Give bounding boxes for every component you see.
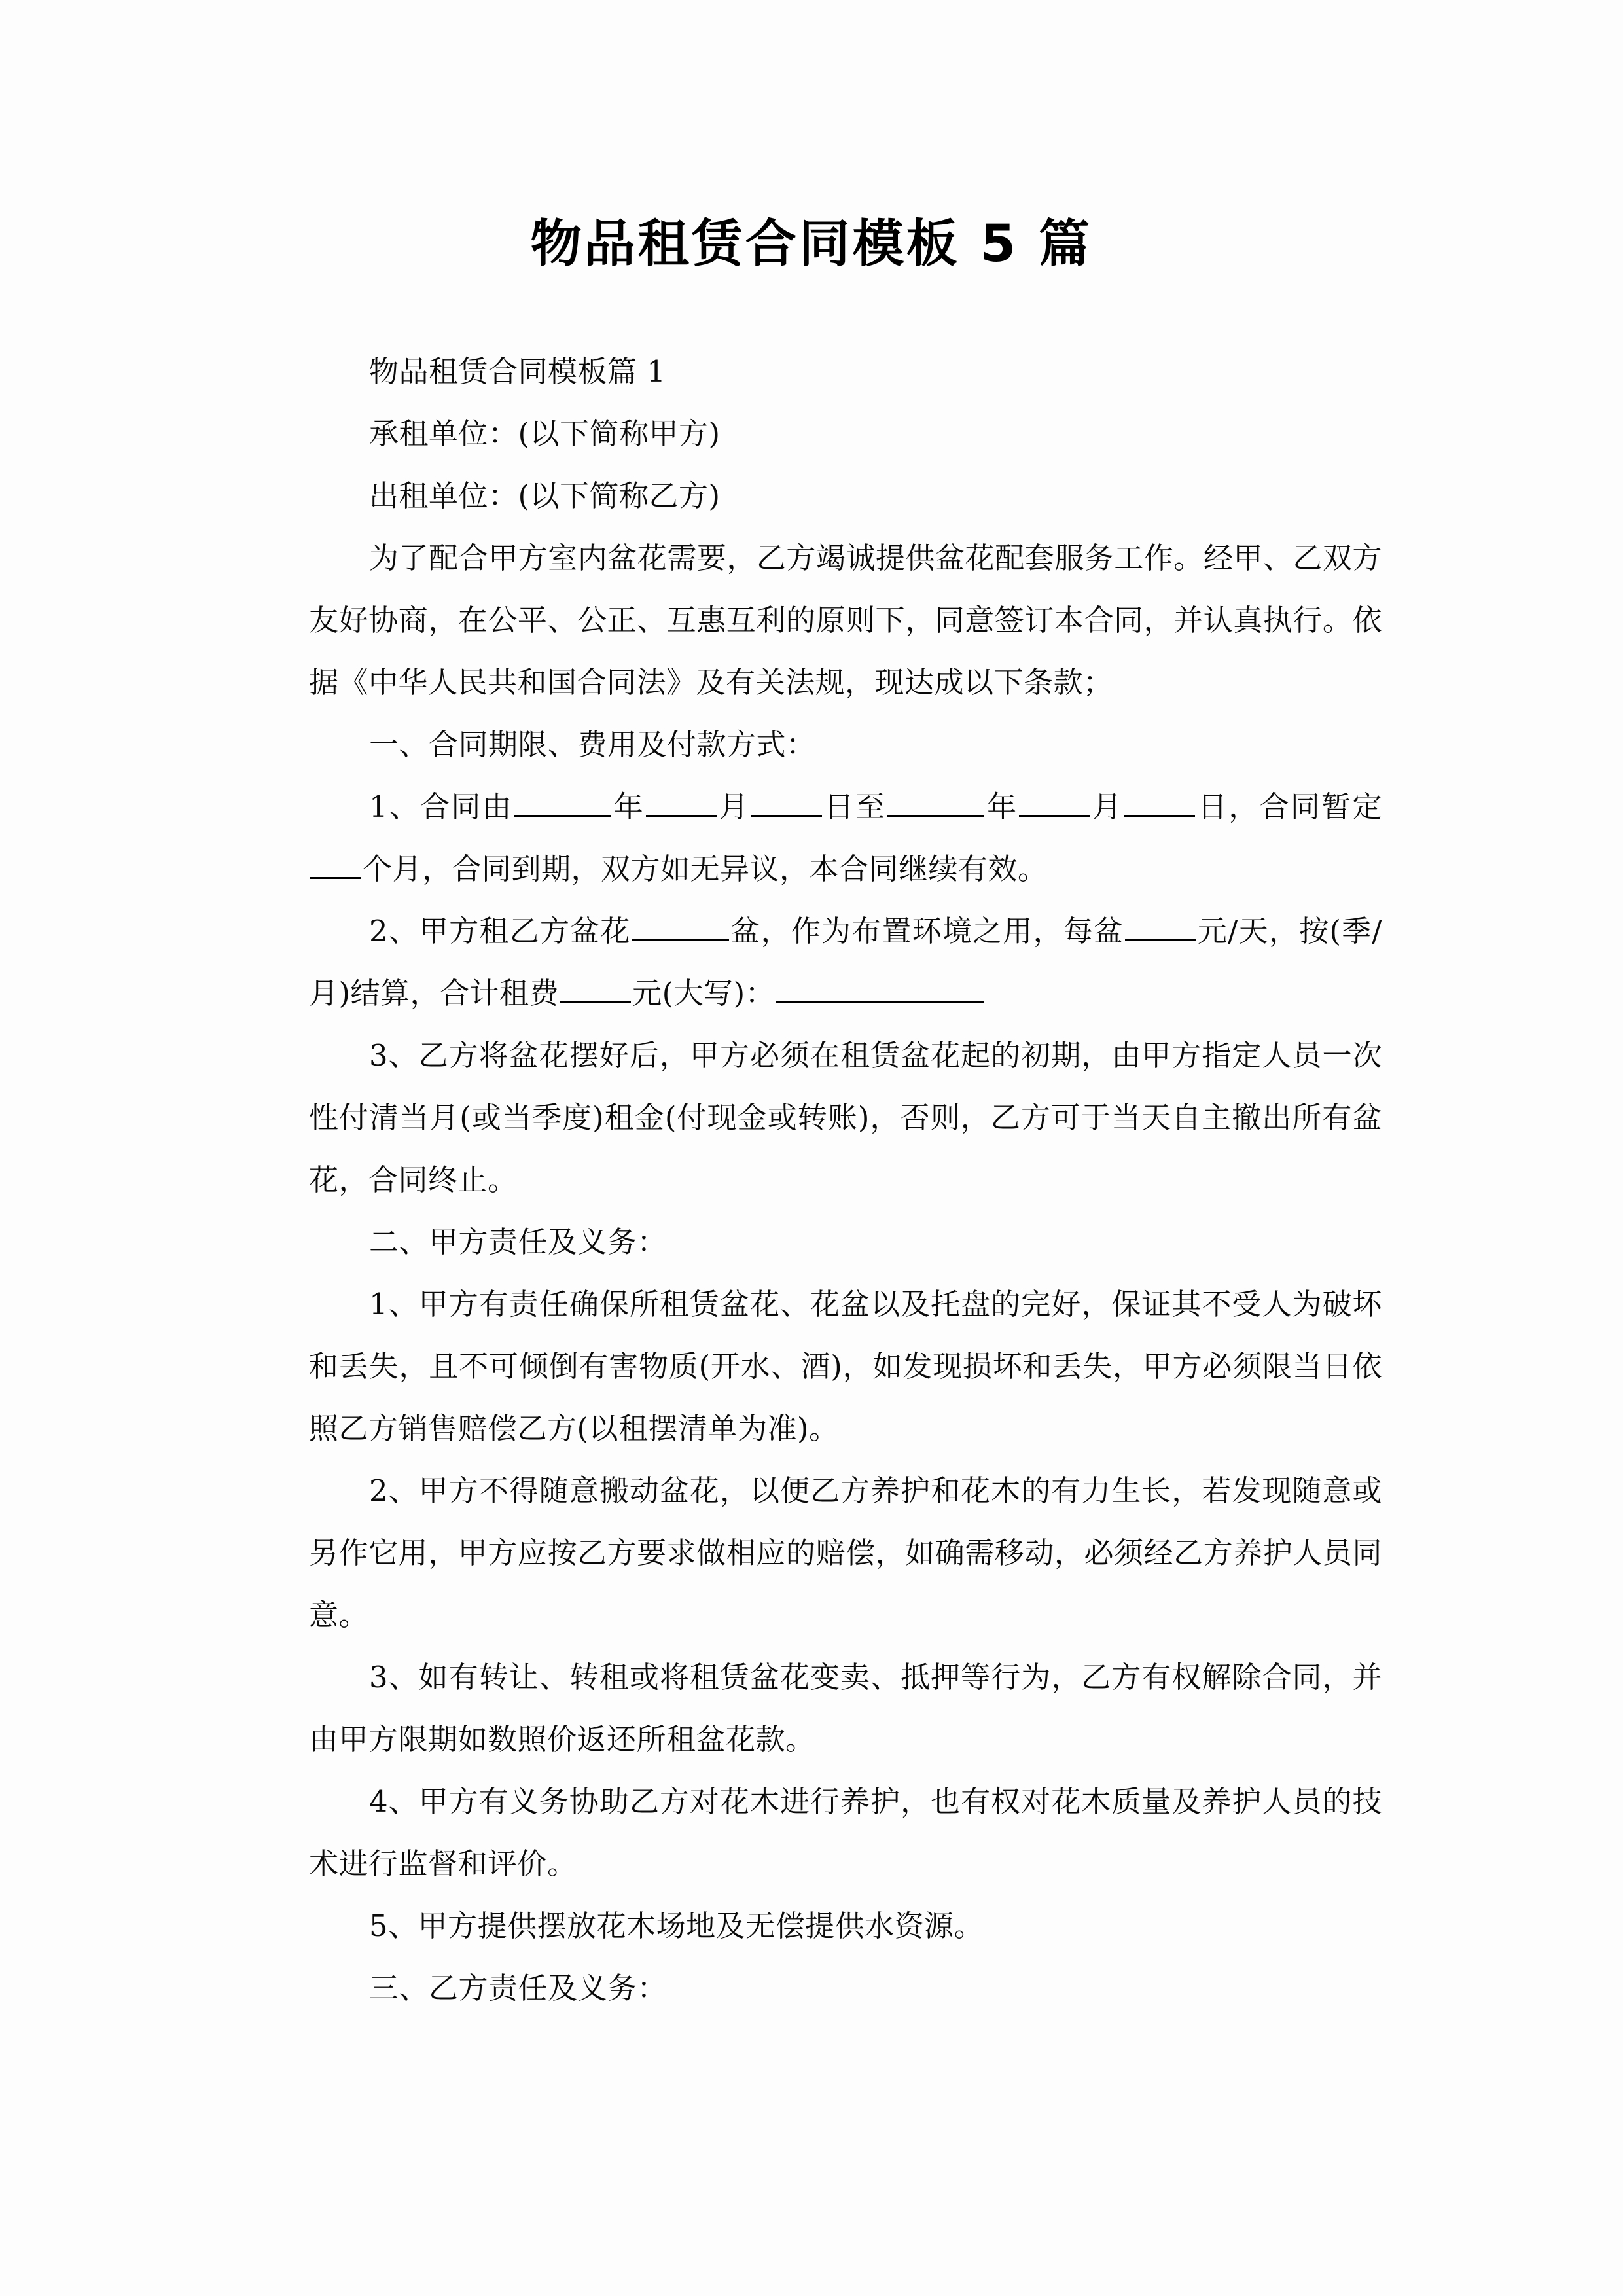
- clause-2-1: [309, 1273, 1382, 1460]
- paragraph-lessor: [309, 465, 1382, 527]
- blank-pot-count[interactable]: [632, 910, 729, 941]
- clause-2-2: [309, 1460, 1382, 1646]
- label-year-end: 年: [986, 789, 1018, 824]
- clause-1-1-lead: 1、合同由: [369, 789, 513, 824]
- clause-1-1: [309, 776, 1382, 900]
- document-body: [309, 340, 1382, 2019]
- clause-2-4: [309, 1770, 1382, 1895]
- clause-2-3: [309, 1646, 1382, 1770]
- label-month-start: 月: [717, 789, 751, 824]
- clause-2-1-text: 1、甲方有责任确保所租赁盆花、花盆以及托盘的完好，保证其不受人为破坏和丢失，且不可倾倒有害物质(开水、酒)，如发现损坏和丢失，甲方必须限当日依照乙方销售赔偿乙方(以租摆清单为准)。: [309, 1287, 1382, 1446]
- label-contract-tentative: 日，合同暂定: [1196, 789, 1382, 824]
- blank-end-day[interactable]: [1124, 786, 1195, 817]
- blank-start-month[interactable]: [646, 786, 717, 817]
- label-year-start: 年: [612, 789, 645, 824]
- blank-start-day[interactable]: [751, 786, 822, 817]
- page-title: 物品租赁合同模板 5 篇: [530, 215, 1093, 274]
- label-month-end: 月: [1091, 789, 1124, 824]
- blank-start-year[interactable]: [514, 786, 611, 817]
- heading-section-three: [309, 1957, 1382, 2019]
- blank-end-month[interactable]: [1019, 786, 1090, 817]
- blank-price-per-pot[interactable]: [1125, 910, 1196, 941]
- clause-1-2-uppercase-label: 元(大写)：: [632, 976, 776, 1011]
- clause-1-1-tail: 个月，合同到期，双方如无异议，本合同继续有效。: [363, 852, 1048, 886]
- section-three-text: 三、乙方责任及义务：: [369, 1971, 668, 2005]
- clause-1-2-lead: 2、甲方租乙方盆花: [369, 914, 631, 948]
- section-one-text: 一、合同期限、费用及付款方式：: [369, 727, 816, 762]
- blank-months-count[interactable]: [310, 848, 361, 879]
- lessor-text: 出租单位：(以下简称乙方): [369, 478, 721, 513]
- clause-1-2: [309, 900, 1382, 1024]
- paragraph-lessee: [309, 403, 1382, 465]
- paragraph-preamble: [309, 527, 1382, 713]
- clause-1-2-mid: 盆，作为布置环境之用，每盆: [730, 914, 1124, 948]
- label-day-to: 日至: [823, 789, 887, 824]
- clause-1-3-text: 3、乙方将盆花摆好后，甲方必须在租赁盆花起的初期，由甲方指定人员一次性付清当月(或当季度)租金(付现金或转账)，否则，乙方可于当天自主撤出所有盆花，合同终止。: [309, 1038, 1382, 1197]
- subtitle-text: 物品租赁合同模板篇 1: [369, 354, 666, 389]
- clause-2-3-text: 3、如有转让、转租或将租赁盆花变卖、抵押等行为，乙方有权解除合同，并由甲方限期如数照价返还所租盆花款。: [309, 1660, 1382, 1757]
- clause-1-3: [309, 1024, 1382, 1211]
- preamble-text: 为了配合甲方室内盆花需要，乙方竭诚提供盆花配套服务工作。经甲、乙双方友好协商，在公平、公正、互惠互利的原则下，同意签订本合同，并认真执行。依据《中华人民共和国合同法》及有关法规，现达成以下条款；: [309, 541, 1382, 700]
- blank-end-year[interactable]: [887, 786, 984, 817]
- heading-section-two: [309, 1211, 1382, 1273]
- heading-section-one: [309, 713, 1382, 776]
- lessee-text: 承租单位：(以下简称甲方): [369, 416, 721, 451]
- clause-2-4-text: 4、甲方有义务协助乙方对花木进行养护，也有权对花木质量及养护人员的技术进行监督和评价。: [309, 1784, 1382, 1881]
- clause-1-2-settle: 元/天，按(季/月)结算，合计租费: [309, 914, 1382, 1011]
- clause-2-5-text: 5、甲方提供摆放花木场地及无偿提供水资源。: [369, 1909, 984, 1943]
- blank-total-rent[interactable]: [560, 973, 631, 1003]
- blank-total-rent-uppercase[interactable]: [776, 973, 984, 1003]
- section-two-text: 二、甲方责任及义务：: [369, 1225, 668, 1259]
- clause-2-5: [309, 1895, 1382, 1957]
- paragraph-subtitle: [309, 340, 1382, 403]
- clause-2-2-text: 2、甲方不得随意搬动盆花，以便乙方养护和花木的有力生长，若发现随意或另作它用，甲方应按乙方要求做相应的赔偿，如确需移动，必须经乙方养护人员同意。: [309, 1473, 1382, 1632]
